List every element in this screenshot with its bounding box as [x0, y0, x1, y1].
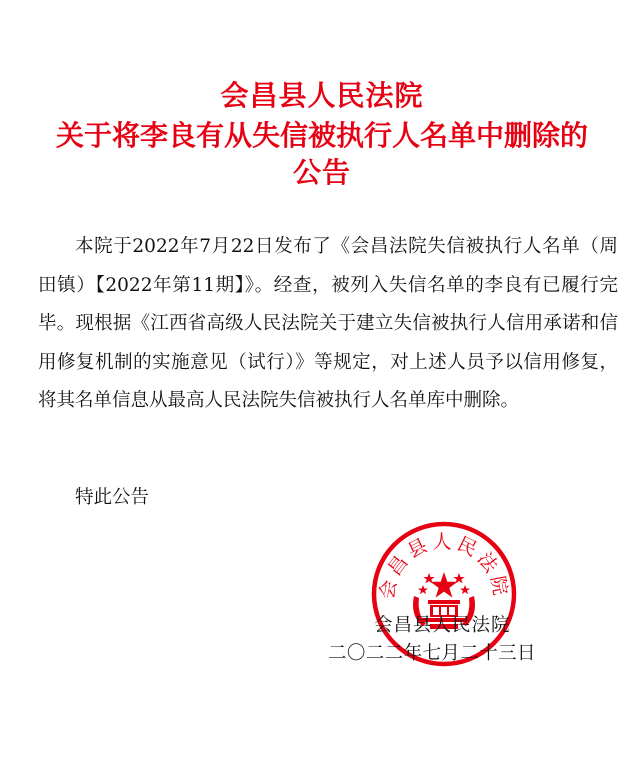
notice-closing: 特此公告: [75, 487, 150, 508]
signature-court-name: 会昌县人民法院: [374, 615, 511, 636]
notice-title-court: 会昌县人民法院: [220, 79, 424, 112]
notice-title-type: 公告: [292, 156, 351, 189]
notice-title-subject: 关于将李良有从失信被执行人名单中删除的: [55, 119, 588, 152]
notice-body-paragraph: 本院于2022年7月22日发布了《会昌法院失信被执行人名单（周田镇）【2022年第11期】》。经查，被列入失信名单的李良有已履行完毕。现根据《江西省高级人民法院关于建立失信被执行人信用承诺和信用修复机制的实施意见（试行）》等规定，对上述人员予以信用修复，将其名单信息从最高人民法院失信被执行人名单库中删除。: [38, 236, 618, 412]
seal-lettering: 会昌县人民法院: [376, 530, 512, 601]
signature-date: 二〇二二年七月二十三日: [328, 643, 536, 664]
